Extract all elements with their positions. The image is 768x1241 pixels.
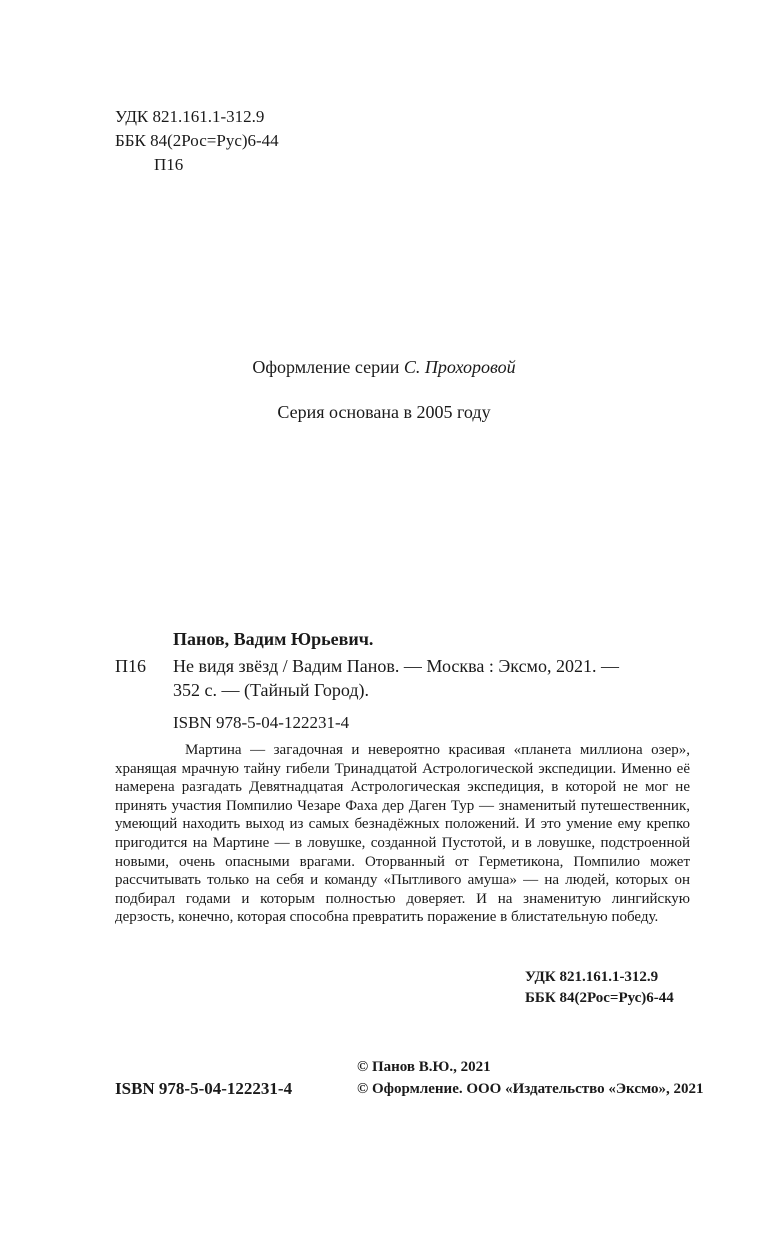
bbk-code-top: ББК 84(2Рос=Рус)6-44 <box>115 131 279 150</box>
bibliographic-line-1: Не видя звёзд / Вадим Панов. — Москва : Эксмо, 2021. — <box>173 656 619 676</box>
copyright-design: © Оформление. ООО «Издательство «Эксмо», 2021 <box>357 1081 704 1097</box>
series-design-author: С. Прохоровой <box>403 357 516 377</box>
author-mark-top: П16 <box>154 155 184 174</box>
copyright-author: © Панов В.Ю., 2021 <box>357 1059 491 1075</box>
bbk-code-bottom: ББК 84(2Рос=Рус)6-44 <box>525 990 674 1006</box>
isbn-record: ISBN 978-5-04-122231-4 <box>173 713 350 732</box>
bibliographic-line-2: 352 с. — (Тайный Город). <box>173 680 369 700</box>
series-design-label: Оформление серии <box>252 357 400 377</box>
annotation-text: Мартина — загадочная и невероятно красивая «планета миллиона озер», хранящая мрачную тайну гибели Тринадцатой Астрологической экспедиции. Именно её намерена разгадать Девятнадцатая Астрологическая экспедиция, в которой не мог не принять участия Помпилио Чезаре Фаха дер Даген Тур — знаменитый путешественник, умеющий находить выход из самых безнадёжных положений. И это умение ему крепко пригодится на Мартине — в ловушке, созданной Пустотой, и в ловушке, подстроенной новыми, очень опасными врагами. Оторванный от Герметикона, Помпилио может рассчитывать только на себя и команду «Пытливого амуша» — на людей, которых он подбирал годами и которым полностью доверяет. И на знаменитую лингийскую дерзость, конечно, которая способна превратить поражение в блистательную победу. <box>115 742 690 926</box>
annotation <box>115 741 690 927</box>
series-founded: Серия основана в 2005 году <box>277 402 491 422</box>
udk-code-bottom: УДК 821.161.1-312.9 <box>525 969 659 985</box>
author-heading: Панов, Вадим Юрьевич. <box>173 629 374 649</box>
author-mark: П16 <box>115 656 146 676</box>
series-design-credit <box>0 355 768 379</box>
isbn-footer: ISBN 978-5-04-122231-4 <box>115 1079 293 1098</box>
udk-code-top: УДК 821.161.1-312.9 <box>115 107 265 126</box>
